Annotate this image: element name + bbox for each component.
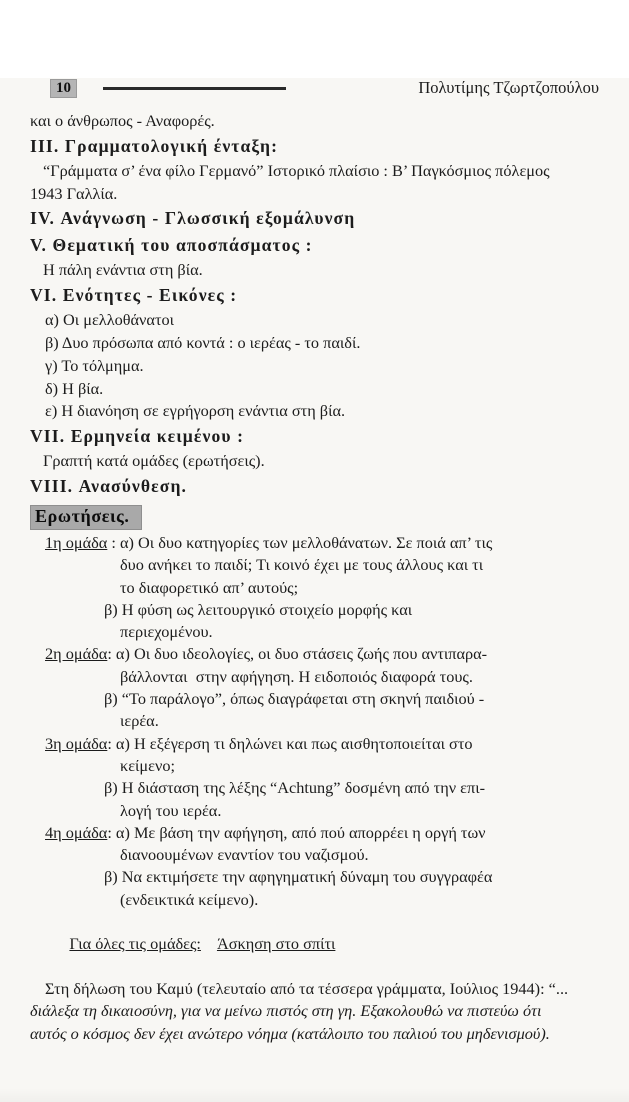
question-line: περιεχομένου. [120,622,213,642]
question-line: λογή του ιερέα. [120,800,222,820]
questions-title-row [30,505,601,530]
outline-line: δ) Η βία. [45,378,104,398]
outline-line: γ) Το τόλμημα. [45,355,144,375]
question-text: : α) Η εξέγερση τι δηλώνει και πως αισθητοποιείται στο [107,733,473,753]
outline-line: β) Δυο πρόσωπα από κοντά : ο ιερέας - το παιδί. [45,332,361,352]
group-label: 4η ομάδα [45,822,108,842]
question-group-first-line [30,532,601,554]
group-label: 3η ομάδα [45,733,108,753]
closing-quote-line: αυτός ο κόσμος δεν έχει ανώτερο νόημα (κατάλοιπο του παλιού του μηδενισμού). [30,1023,550,1043]
questions-title-highlight: Ερωτήσεις. [30,505,142,530]
closing-lead-line: Στη δήλωση του Καμύ (τελευταίο από τα τέσσερα γράμματα, Ιούλιος 1944): “... [45,978,569,998]
scan-bottom-shade [0,1088,629,1102]
question-group-first-line [30,733,601,755]
outline-heading: VII. Ερμηνεία κειμένου : [30,426,245,447]
group-label: 1η ομάδα [45,532,108,552]
all-groups-footer [30,911,601,978]
question-line: κείμενο; [120,755,176,775]
author-name: Πολυτίμης Τζωρτζοπούλου [418,78,599,97]
question-line: βάλλονται στην αφήγηση. Η ειδοποιός διαφορά τους. [120,666,473,686]
question-groups [30,532,601,911]
scanned-document-page [0,78,629,1102]
outline-heading: V. Θεματική του αποσπάσματος : [30,235,313,256]
all-groups-label: Για όλες τις ομάδες: [69,934,201,954]
question-group-first-line [30,822,601,844]
question-line: το διαφορετικό απ’ αυτούς; [120,577,299,597]
question-line: β) Να εκτιμήσετε την αφηγηματική δύναμη του συγγραφέα [104,867,493,887]
page-number: 10 [50,79,77,98]
page-header [0,78,629,98]
question-text: : α) Οι δυο κατηγορίες των μελλοθάνατων. Σε ποιά απ’ τις [107,532,493,552]
outline-line: Γραπτή κατά ομάδες (ερωτήσεις). [43,451,265,471]
intro-line: και ο άνθρωπος - Αναφορές. [30,111,215,130]
question-group-first-line [30,643,601,665]
homework-label: Άσκηση στο σπίτι [216,934,336,954]
outline-section [30,133,601,500]
outline-line: “Γράμματα σ’ ένα φίλο Γερμανό” Ιστορικό πλαίσιο : Β’ Παγκόσμιος πόλεμος [43,160,550,180]
question-line: β) Η φύση ως λειτουργικό στοιχείο μορφής και [104,599,413,619]
page-content [0,98,629,1045]
outline-heading: III. Γραμματολογική ένταξη: [30,135,279,156]
question-line: διανοουμένων εναντίον του ναζισμού. [120,845,369,865]
outline-heading: VIII. Ανασύνθεση. [30,475,188,496]
outline-line: Η πάλη ενάντια στη βία. [43,260,203,280]
header-rule [103,87,286,90]
question-line: ιερέα. [120,711,159,731]
closing-quote-line: διάλεξα τη δικαιοσύνη, για να μείνω πιστός στη γη. Εξακολουθώ να πιστεύω ότι [30,1001,542,1021]
question-line: (ενδεικτικά κείμενο). [120,889,259,909]
question-text: : α) Οι δυο ιδεολογίες, οι δυο στάσεις ζωής που αντιπαρα- [107,644,488,664]
outline-line: ε) Η διανόηση σε εγρήγορση ενάντια στη βία. [45,401,346,421]
outline-heading: VI. Ενότητες - Εικόνες : [30,285,238,306]
question-text: : α) Με βάση την αφήγηση, από πού απορρέει η οργή των [107,822,486,842]
closing-quote [30,1000,601,1045]
outline-line: 1943 Γαλλία. [30,183,118,203]
outline-heading: IV. Ανάγνωση - Γλωσσική εξομάλυνση [30,208,356,229]
question-line: β) Η διάσταση της λέξης “Achtung” δοσμένη από την επι- [104,778,485,798]
question-line: β) “Το παράλογο”, όπως διαγράφεται στη σκηνή παιδιού - [104,689,485,709]
question-line: δυο ανήκει το παιδί; Τι κοινό έχει με τους άλλους και τι [120,555,484,575]
group-label: 2η ομάδα [45,644,108,664]
outline-line: α) Οι μελλοθάνατοι [45,310,175,330]
